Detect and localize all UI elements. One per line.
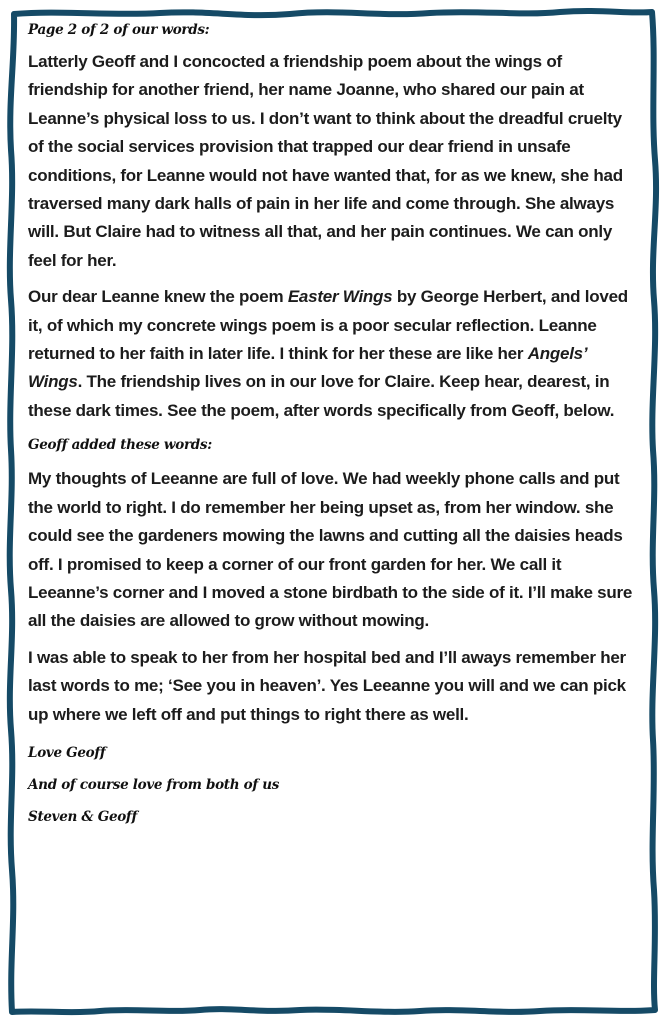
signature-names: Steven & Geoff — [28, 808, 137, 825]
paragraph-text: by George Herbert, and loved it, of which my concrete wings poem is a poor secular reflection. Leanne returned to her faith in later life. I think for her these are like her — [28, 287, 628, 364]
paragraph-text: Our dear Leanne knew the poem — [28, 287, 288, 307]
paragraph-last-words: I was able to speak to her from her hospital bed and I’ll aways remember her last words to me; ‘See you in heaven’. Yes Leeanne you will and we can pick up where we left off and put things to right there as well. — [28, 647, 626, 724]
paragraph-easter-wings — [28, 283, 638, 425]
geoff-heading: Geoff added these words: — [28, 437, 212, 454]
poem-title-angels-wings: Angels’ Wings — [28, 344, 587, 392]
poem-title-easter-wings: Easter Wings — [287, 287, 393, 307]
signoff-love-geoff: Love Geoff — [28, 744, 106, 761]
signoff-both-of-us: And of course love from both of us — [28, 776, 280, 793]
paragraph-text: . The friendship lives on in our love for Claire. Keep hear, dearest, in these dark times. See the poem, after words specifically from Geoff, below. — [28, 372, 615, 420]
paragraph-leeanne-corner: My thoughts of Leeanne are full of love. We had weekly phone calls and put the world to right. I do remember her being upset as, from her window. she could see the gardeners mowing the lawns and cutting all the daisies heads off. I promised to keep a corner of our front garden for her. We call it Leeanne’s corner and I moved a stone birdbath to the side of it. I’ll make sure all the daisies are allowed to grow without mowing. — [28, 469, 633, 631]
letter-body — [28, 22, 638, 825]
page-heading: Page 2 of 2 of our words: — [28, 22, 210, 38]
paragraph-friendship-poem: Latterly Geoff and I concocted a friendship poem about the wings of friendship for another friend, her name Joanne, who shared our pain at Leanne’s physical loss to us. I don’t want to think about the dreadful cruelty of the social services provision that trapped our dear friend in unsafe conditions, for Leanne would not have wanted that, for as we knew, she had traversed many dark halls of pain in her life and come through. She always will. But Claire had to witness all that, and her pain continues. We can only feel for her. — [28, 52, 623, 270]
